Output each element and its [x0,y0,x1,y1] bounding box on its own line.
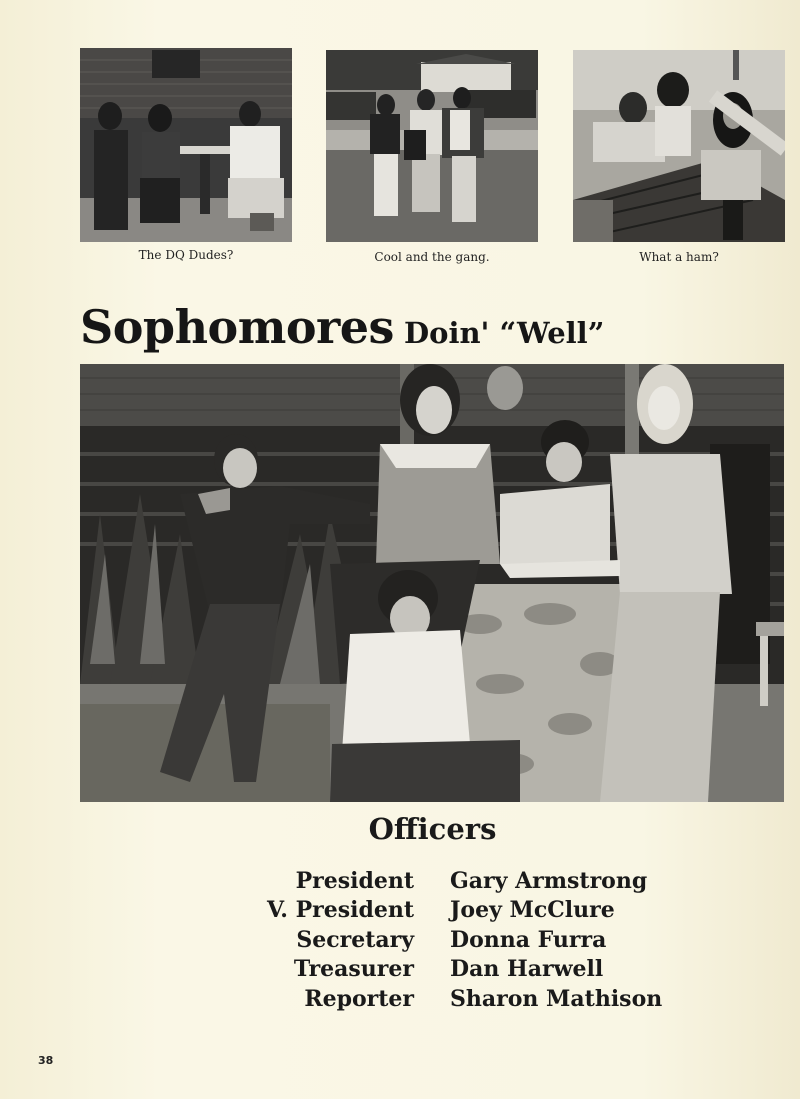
officer-name: Dan Harwell [450,956,604,983]
officer-role: Treasurer [293,956,414,983]
officer-role: President [295,867,414,894]
officer-row [220,896,700,926]
caption-cool-and-the-gang: Cool and the gang. [374,250,490,264]
officer-role: V. President [267,897,414,924]
officers-heading: Officers [368,812,497,846]
officer-row [220,866,700,896]
page-title [80,300,604,354]
caption-what-a-ham: What a ham? [639,250,719,264]
photo-cool-and-the-gang [326,50,538,242]
title-sub: Doin' “Well” [403,316,605,350]
photo-sophomore-officers [80,364,784,802]
photo-dq-dudes [80,48,292,242]
officer-role: Secretary [296,926,414,953]
caption-dq-dudes: The DQ Dudes? [138,248,234,262]
officers-list [220,866,700,1014]
officer-name: Donna Furra [450,926,607,953]
officer-row [220,925,700,955]
officer-name: Sharon Mathison [450,985,663,1012]
title-main: Sophomores [80,300,394,354]
page-number: 38 [38,1054,54,1067]
officer-role: Reporter [304,985,414,1012]
officer-name: Gary Armstrong [450,867,648,894]
officer-row [220,955,700,985]
photo-what-a-ham [573,50,785,242]
officer-name: Joey McClure [450,897,615,924]
officer-row [220,984,700,1014]
